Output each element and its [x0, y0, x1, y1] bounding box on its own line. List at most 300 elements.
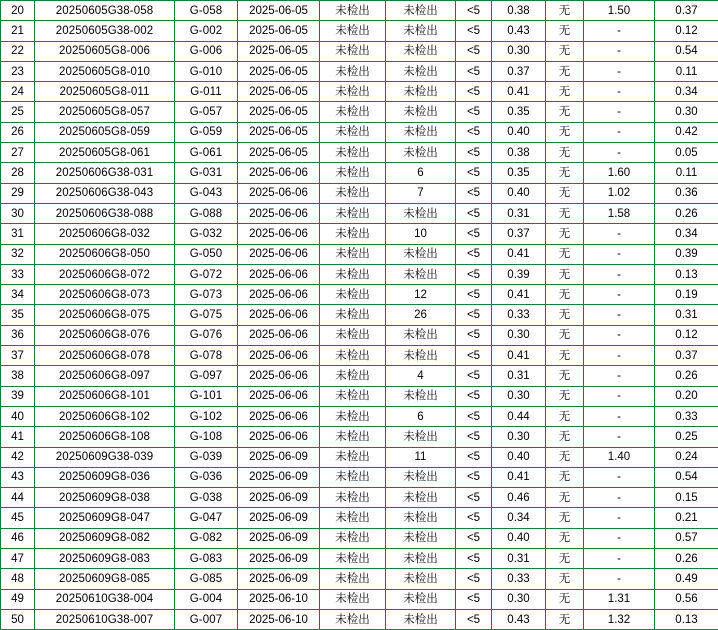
cell-value_c: 0.34	[655, 82, 718, 102]
cell-date: 2025-06-06	[238, 366, 320, 386]
cell-sample_id: 20250605G8-010	[35, 61, 175, 81]
cell-sample_id: 20250606G38-031	[35, 163, 175, 183]
cell-value_a: 0.35	[492, 102, 546, 122]
cell-code: G-088	[175, 203, 238, 223]
cell-col_undetected_2: 未检出	[386, 82, 456, 102]
cell-none_mark: 无	[546, 203, 584, 223]
cell-lt5: <5	[456, 386, 492, 406]
cell-value_a: 0.41	[492, 467, 546, 487]
cell-value_b: -	[584, 41, 655, 61]
cell-value_a: 0.30	[492, 386, 546, 406]
cell-code: G-082	[175, 528, 238, 548]
cell-value_c: 0.05	[655, 143, 718, 163]
cell-value_b: -	[584, 528, 655, 548]
cell-value_b: 1.40	[584, 447, 655, 467]
cell-value_c: 0.12	[655, 325, 718, 345]
cell-value_c: 0.15	[655, 488, 718, 508]
cell-index: 24	[1, 82, 35, 102]
table-row	[1, 406, 718, 426]
cell-index: 32	[1, 244, 35, 264]
cell-value_c: 0.26	[655, 549, 718, 569]
cell-index: 46	[1, 528, 35, 548]
cell-sample_id: 20250605G8-057	[35, 102, 175, 122]
cell-sample_id: 20250609G8-047	[35, 508, 175, 528]
cell-col_undetected_2: 未检出	[386, 1, 456, 21]
cell-sample_id: 20250606G8-078	[35, 346, 175, 366]
table-body	[1, 1, 718, 630]
cell-code: G-031	[175, 163, 238, 183]
cell-code: G-102	[175, 406, 238, 426]
cell-date: 2025-06-06	[238, 406, 320, 426]
cell-sample_id: 20250606G38-088	[35, 203, 175, 223]
cell-value_c: 0.42	[655, 122, 718, 142]
cell-code: G-007	[175, 609, 238, 629]
cell-value_a: 0.30	[492, 41, 546, 61]
cell-none_mark: 无	[546, 21, 584, 41]
cell-index: 50	[1, 609, 35, 629]
table-row	[1, 203, 718, 223]
cell-date: 2025-06-06	[238, 264, 320, 284]
cell-code: G-006	[175, 41, 238, 61]
cell-none_mark: 无	[546, 447, 584, 467]
cell-none_mark: 无	[546, 163, 584, 183]
cell-index: 49	[1, 589, 35, 609]
cell-date: 2025-06-06	[238, 305, 320, 325]
cell-index: 35	[1, 305, 35, 325]
cell-col_undetected_2: 未检出	[386, 102, 456, 122]
table-row	[1, 447, 718, 467]
cell-code: G-047	[175, 508, 238, 528]
cell-col_undetected_1: 未检出	[320, 589, 386, 609]
cell-lt5: <5	[456, 325, 492, 345]
cell-col_undetected_1: 未检出	[320, 41, 386, 61]
cell-date: 2025-06-09	[238, 569, 320, 589]
table-row	[1, 346, 718, 366]
cell-value_c: 0.19	[655, 285, 718, 305]
cell-index: 38	[1, 366, 35, 386]
cell-index: 45	[1, 508, 35, 528]
cell-col_undetected_1: 未检出	[320, 305, 386, 325]
cell-none_mark: 无	[546, 366, 584, 386]
cell-col_undetected_2: 6	[386, 163, 456, 183]
cell-code: G-010	[175, 61, 238, 81]
cell-value_b: -	[584, 427, 655, 447]
cell-col_undetected_2: 26	[386, 305, 456, 325]
cell-date: 2025-06-06	[238, 346, 320, 366]
cell-value_b: -	[584, 122, 655, 142]
cell-value_b: 1.60	[584, 163, 655, 183]
cell-sample_id: 20250605G38-002	[35, 21, 175, 41]
cell-value_a: 0.35	[492, 163, 546, 183]
cell-value_b: -	[584, 285, 655, 305]
cell-code: G-061	[175, 143, 238, 163]
cell-lt5: <5	[456, 406, 492, 426]
cell-col_undetected_2: 12	[386, 285, 456, 305]
cell-col_undetected_1: 未检出	[320, 183, 386, 203]
cell-col_undetected_2: 未检出	[386, 427, 456, 447]
cell-value_a: 0.31	[492, 366, 546, 386]
cell-value_b: -	[584, 508, 655, 528]
cell-index: 27	[1, 143, 35, 163]
cell-lt5: <5	[456, 427, 492, 447]
cell-value_b: 1.02	[584, 183, 655, 203]
cell-code: G-101	[175, 386, 238, 406]
cell-none_mark: 无	[546, 528, 584, 548]
cell-col_undetected_2: 未检出	[386, 325, 456, 345]
table-row	[1, 427, 718, 447]
cell-value_a: 0.46	[492, 488, 546, 508]
cell-value_b: -	[584, 325, 655, 345]
cell-col_undetected_2: 4	[386, 366, 456, 386]
cell-value_a: 0.33	[492, 569, 546, 589]
cell-col_undetected_1: 未检出	[320, 82, 386, 102]
cell-value_c: 0.26	[655, 203, 718, 223]
cell-col_undetected_1: 未检出	[320, 366, 386, 386]
cell-none_mark: 无	[546, 82, 584, 102]
cell-value_b: -	[584, 366, 655, 386]
cell-value_c: 0.11	[655, 61, 718, 81]
cell-code: G-002	[175, 21, 238, 41]
cell-col_undetected_1: 未检出	[320, 264, 386, 284]
cell-none_mark: 无	[546, 102, 584, 122]
cell-none_mark: 无	[546, 569, 584, 589]
cell-value_c: 0.39	[655, 244, 718, 264]
cell-date: 2025-06-06	[238, 386, 320, 406]
cell-col_undetected_1: 未检出	[320, 346, 386, 366]
cell-sample_id: 20250609G8-082	[35, 528, 175, 548]
cell-index: 23	[1, 61, 35, 81]
cell-value_a: 0.40	[492, 122, 546, 142]
cell-value_a: 0.44	[492, 406, 546, 426]
table-row	[1, 467, 718, 487]
cell-col_undetected_1: 未检出	[320, 406, 386, 426]
cell-none_mark: 无	[546, 285, 584, 305]
cell-lt5: <5	[456, 508, 492, 528]
cell-index: 34	[1, 285, 35, 305]
cell-lt5: <5	[456, 569, 492, 589]
cell-code: G-097	[175, 366, 238, 386]
cell-col_undetected_1: 未检出	[320, 488, 386, 508]
cell-lt5: <5	[456, 467, 492, 487]
cell-col_undetected_2: 未检出	[386, 609, 456, 629]
cell-sample_id: 20250605G38-058	[35, 1, 175, 21]
cell-none_mark: 无	[546, 609, 584, 629]
cell-value_a: 0.37	[492, 61, 546, 81]
cell-index: 29	[1, 183, 35, 203]
table-row	[1, 386, 718, 406]
cell-col_undetected_2: 未检出	[386, 569, 456, 589]
cell-index: 40	[1, 406, 35, 426]
table-row	[1, 549, 718, 569]
table-row	[1, 508, 718, 528]
table-row	[1, 183, 718, 203]
cell-index: 33	[1, 264, 35, 284]
table-row	[1, 21, 718, 41]
cell-date: 2025-06-10	[238, 589, 320, 609]
cell-value_b: -	[584, 82, 655, 102]
cell-col_undetected_1: 未检出	[320, 163, 386, 183]
cell-lt5: <5	[456, 163, 492, 183]
cell-col_undetected_1: 未检出	[320, 508, 386, 528]
cell-value_c: 0.31	[655, 305, 718, 325]
cell-lt5: <5	[456, 488, 492, 508]
cell-date: 2025-06-05	[238, 122, 320, 142]
cell-date: 2025-06-09	[238, 467, 320, 487]
cell-date: 2025-06-09	[238, 549, 320, 569]
cell-code: G-085	[175, 569, 238, 589]
cell-code: G-059	[175, 122, 238, 142]
cell-lt5: <5	[456, 285, 492, 305]
cell-value_b: -	[584, 224, 655, 244]
cell-index: 42	[1, 447, 35, 467]
cell-date: 2025-06-09	[238, 528, 320, 548]
cell-value_a: 0.31	[492, 203, 546, 223]
cell-value_c: 0.37	[655, 1, 718, 21]
cell-date: 2025-06-06	[238, 203, 320, 223]
cell-none_mark: 无	[546, 183, 584, 203]
cell-none_mark: 无	[546, 406, 584, 426]
cell-lt5: <5	[456, 346, 492, 366]
cell-col_undetected_1: 未检出	[320, 1, 386, 21]
cell-value_b: -	[584, 305, 655, 325]
cell-code: G-083	[175, 549, 238, 569]
table-row	[1, 224, 718, 244]
cell-value_c: 0.49	[655, 569, 718, 589]
cell-col_undetected_2: 未检出	[386, 508, 456, 528]
cell-date: 2025-06-05	[238, 1, 320, 21]
cell-date: 2025-06-06	[238, 244, 320, 264]
cell-code: G-036	[175, 467, 238, 487]
cell-sample_id: 20250609G8-036	[35, 467, 175, 487]
cell-value_b: -	[584, 61, 655, 81]
cell-code: G-004	[175, 589, 238, 609]
cell-none_mark: 无	[546, 386, 584, 406]
table-row	[1, 589, 718, 609]
cell-date: 2025-06-10	[238, 609, 320, 629]
cell-col_undetected_1: 未检出	[320, 224, 386, 244]
cell-col_undetected_2: 未检出	[386, 122, 456, 142]
cell-index: 43	[1, 467, 35, 487]
cell-none_mark: 无	[546, 244, 584, 264]
cell-none_mark: 无	[546, 325, 584, 345]
table-row	[1, 366, 718, 386]
table-row	[1, 102, 718, 122]
cell-value_b: -	[584, 143, 655, 163]
cell-value_a: 0.41	[492, 346, 546, 366]
cell-sample_id: 20250609G38-039	[35, 447, 175, 467]
cell-value_c: 0.34	[655, 224, 718, 244]
cell-col_undetected_2: 未检出	[386, 589, 456, 609]
cell-sample_id: 20250610G38-004	[35, 589, 175, 609]
cell-value_c: 0.54	[655, 41, 718, 61]
cell-col_undetected_2: 未检出	[386, 549, 456, 569]
cell-date: 2025-06-05	[238, 41, 320, 61]
cell-value_c: 0.37	[655, 346, 718, 366]
cell-value_b: -	[584, 549, 655, 569]
cell-sample_id: 20250606G8-102	[35, 406, 175, 426]
cell-lt5: <5	[456, 82, 492, 102]
cell-code: G-050	[175, 244, 238, 264]
cell-none_mark: 无	[546, 346, 584, 366]
cell-col_undetected_1: 未检出	[320, 325, 386, 345]
cell-value_b: -	[584, 21, 655, 41]
table-row	[1, 488, 718, 508]
cell-lt5: <5	[456, 264, 492, 284]
cell-value_b: -	[584, 386, 655, 406]
cell-value_a: 0.41	[492, 244, 546, 264]
cell-value_b: -	[584, 406, 655, 426]
cell-none_mark: 无	[546, 305, 584, 325]
cell-sample_id: 20250609G8-083	[35, 549, 175, 569]
cell-date: 2025-06-09	[238, 488, 320, 508]
cell-value_b: -	[584, 244, 655, 264]
cell-value_c: 0.13	[655, 609, 718, 629]
cell-col_undetected_2: 未检出	[386, 244, 456, 264]
cell-value_c: 0.20	[655, 386, 718, 406]
cell-value_b: -	[584, 346, 655, 366]
cell-col_undetected_1: 未检出	[320, 528, 386, 548]
cell-code: G-011	[175, 82, 238, 102]
cell-lt5: <5	[456, 366, 492, 386]
cell-col_undetected_1: 未检出	[320, 447, 386, 467]
table-row	[1, 41, 718, 61]
cell-col_undetected_1: 未检出	[320, 467, 386, 487]
table-row	[1, 609, 718, 629]
cell-none_mark: 无	[546, 549, 584, 569]
cell-index: 39	[1, 386, 35, 406]
cell-col_undetected_2: 7	[386, 183, 456, 203]
cell-date: 2025-06-06	[238, 325, 320, 345]
cell-lt5: <5	[456, 122, 492, 142]
cell-date: 2025-06-09	[238, 447, 320, 467]
cell-col_undetected_2: 10	[386, 224, 456, 244]
cell-value_a: 0.33	[492, 305, 546, 325]
cell-sample_id: 20250609G8-038	[35, 488, 175, 508]
cell-value_a: 0.38	[492, 143, 546, 163]
cell-value_b: -	[584, 102, 655, 122]
cell-code: G-057	[175, 102, 238, 122]
cell-value_a: 0.40	[492, 447, 546, 467]
cell-col_undetected_2: 未检出	[386, 346, 456, 366]
cell-col_undetected_2: 未检出	[386, 203, 456, 223]
cell-date: 2025-06-06	[238, 285, 320, 305]
cell-value_a: 0.40	[492, 528, 546, 548]
cell-lt5: <5	[456, 589, 492, 609]
cell-index: 31	[1, 224, 35, 244]
cell-lt5: <5	[456, 183, 492, 203]
cell-sample_id: 20250606G8-097	[35, 366, 175, 386]
cell-none_mark: 无	[546, 467, 584, 487]
cell-none_mark: 无	[546, 508, 584, 528]
cell-index: 37	[1, 346, 35, 366]
table-row	[1, 82, 718, 102]
cell-lt5: <5	[456, 41, 492, 61]
cell-sample_id: 20250606G8-032	[35, 224, 175, 244]
cell-index: 47	[1, 549, 35, 569]
cell-lt5: <5	[456, 143, 492, 163]
cell-date: 2025-06-05	[238, 143, 320, 163]
cell-lt5: <5	[456, 102, 492, 122]
cell-value_b: -	[584, 467, 655, 487]
cell-value_c: 0.26	[655, 366, 718, 386]
cell-sample_id: 20250606G8-101	[35, 386, 175, 406]
cell-value_a: 0.41	[492, 285, 546, 305]
cell-value_c: 0.12	[655, 21, 718, 41]
cell-lt5: <5	[456, 244, 492, 264]
cell-code: G-043	[175, 183, 238, 203]
cell-index: 28	[1, 163, 35, 183]
cell-value_a: 0.30	[492, 427, 546, 447]
cell-code: G-078	[175, 346, 238, 366]
cell-none_mark: 无	[546, 264, 584, 284]
cell-col_undetected_1: 未检出	[320, 244, 386, 264]
cell-sample_id: 20250606G8-072	[35, 264, 175, 284]
cell-value_b: -	[584, 488, 655, 508]
cell-col_undetected_1: 未检出	[320, 61, 386, 81]
cell-date: 2025-06-06	[238, 427, 320, 447]
cell-sample_id: 20250610G38-007	[35, 609, 175, 629]
cell-value_a: 0.34	[492, 508, 546, 528]
cell-none_mark: 无	[546, 122, 584, 142]
cell-value_c: 0.11	[655, 163, 718, 183]
cell-code: G-038	[175, 488, 238, 508]
cell-value_c: 0.13	[655, 264, 718, 284]
cell-value_a: 0.40	[492, 183, 546, 203]
cell-index: 26	[1, 122, 35, 142]
cell-index: 41	[1, 427, 35, 447]
table-row	[1, 285, 718, 305]
cell-sample_id: 20250605G8-061	[35, 143, 175, 163]
cell-col_undetected_1: 未检出	[320, 609, 386, 629]
table-row	[1, 163, 718, 183]
cell-code: G-058	[175, 1, 238, 21]
cell-index: 20	[1, 1, 35, 21]
cell-value_c: 0.57	[655, 528, 718, 548]
cell-index: 22	[1, 41, 35, 61]
cell-col_undetected_2: 未检出	[386, 467, 456, 487]
cell-col_undetected_2: 11	[386, 447, 456, 467]
cell-value_b: 1.50	[584, 1, 655, 21]
cell-value_a: 0.30	[492, 589, 546, 609]
cell-value_b: -	[584, 569, 655, 589]
cell-code: G-032	[175, 224, 238, 244]
cell-col_undetected_1: 未检出	[320, 386, 386, 406]
cell-date: 2025-06-09	[238, 508, 320, 528]
table-row	[1, 244, 718, 264]
cell-col_undetected_2: 未检出	[386, 528, 456, 548]
cell-col_undetected_2: 未检出	[386, 41, 456, 61]
cell-index: 48	[1, 569, 35, 589]
cell-date: 2025-06-06	[238, 183, 320, 203]
cell-value_a: 0.31	[492, 549, 546, 569]
table-row	[1, 569, 718, 589]
cell-code: G-075	[175, 305, 238, 325]
cell-index: 21	[1, 21, 35, 41]
cell-value_a: 0.43	[492, 609, 546, 629]
table-row	[1, 1, 718, 21]
cell-sample_id: 20250605G8-059	[35, 122, 175, 142]
cell-date: 2025-06-06	[238, 163, 320, 183]
cell-value_a: 0.30	[492, 325, 546, 345]
cell-value_b: 1.31	[584, 589, 655, 609]
cell-none_mark: 无	[546, 1, 584, 21]
cell-value_a: 0.41	[492, 82, 546, 102]
table-row	[1, 325, 718, 345]
cell-lt5: <5	[456, 609, 492, 629]
cell-sample_id: 20250605G8-006	[35, 41, 175, 61]
table-row	[1, 528, 718, 548]
cell-index: 30	[1, 203, 35, 223]
